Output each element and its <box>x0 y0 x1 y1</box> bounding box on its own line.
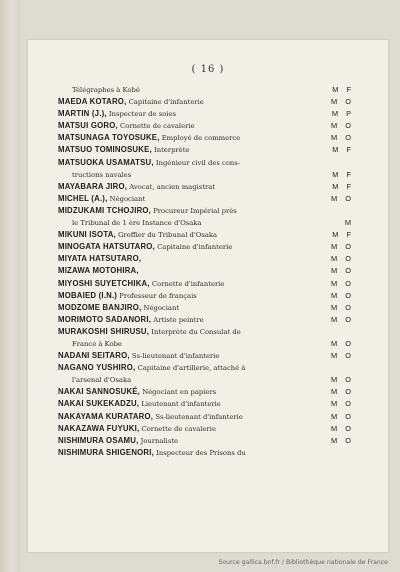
list-item <box>58 350 354 362</box>
member-name: MATSUOKA USAMATSU, <box>58 157 154 167</box>
member-name: MINOGATA HATSUTARO, <box>58 242 155 252</box>
member-name: NAKAYAMA KURATARO, <box>58 411 154 421</box>
member-name: MODZOME BANJIRO, <box>58 302 142 312</box>
list-item <box>58 435 354 447</box>
member-code: M O <box>331 278 354 288</box>
list-item <box>58 241 354 253</box>
list-item <box>58 253 354 265</box>
list-item <box>58 362 354 374</box>
member-name: MARTIN (J.), <box>58 109 107 119</box>
member-code: M O <box>331 411 354 421</box>
member-name: NAKAI SANNOSUKÉ, <box>58 387 141 397</box>
member-occupation: le Tribunal de 1 ère Instance d'Osaka <box>72 219 202 228</box>
list-item <box>58 229 354 241</box>
member-name: NAKAI SUKEKADZU, <box>58 399 140 409</box>
member-code: M O <box>331 254 354 264</box>
member-name: NAKAZAWA FUYUKI, <box>58 423 140 433</box>
member-occupation: Inspecteur de soies <box>106 110 176 119</box>
member-name: MIKUNI ISOTA, <box>58 230 116 240</box>
member-code: M O <box>331 338 354 348</box>
member-occupation: Ingénieur civil des cons- <box>153 158 241 167</box>
member-name: NADANI SEITARO, <box>58 351 130 361</box>
list-item-continuation <box>58 217 354 229</box>
member-code: M P <box>331 109 354 119</box>
member-name: NISHIMURA OSAMU, <box>58 435 139 445</box>
member-code: M O <box>331 351 354 361</box>
member-name: MATSUNAGA TOYOSUKE, <box>58 133 160 143</box>
member-occupation: Ss-lieutenant d'infanterie <box>129 352 220 361</box>
member-name: MATSUI GORO, <box>58 121 118 131</box>
list-item-continuation <box>58 374 354 386</box>
member-occupation: Interprète du Consulat de <box>149 327 241 336</box>
member-name: MOBAIED (I.N.) <box>58 290 118 300</box>
list-item <box>58 386 354 398</box>
member-name: MIYOSHI SUYETCHIKA, <box>58 278 150 288</box>
member-name: MAYABARA JIRO, <box>58 181 128 191</box>
list-item <box>58 423 354 435</box>
member-occupation: Cornette de cavalerie <box>117 122 195 131</box>
member-code: M <box>344 218 354 228</box>
member-occupation: Artiste peintre <box>151 315 204 324</box>
member-name: MIZAWA MOTOHIRA, <box>58 266 139 276</box>
list-item <box>58 398 354 410</box>
list-item <box>58 314 354 326</box>
list-item <box>58 132 354 144</box>
member-name: MAEDA KOTARO, <box>58 97 127 107</box>
member-name: MURAKOSHI SHIRUSU, <box>58 326 150 336</box>
member-occupation: tructions navales <box>72 170 132 179</box>
member-code: M F <box>332 230 354 240</box>
member-name: MATSUO TOMINOSUKE, <box>58 145 152 155</box>
member-occupation: Capitaine d'infanterie <box>126 98 204 107</box>
member-occupation: Professeur de français <box>117 291 197 300</box>
list-item-continuation <box>58 84 354 96</box>
member-code: M O <box>331 423 354 433</box>
list-item <box>58 181 354 193</box>
member-occupation: Procureur Impérial près <box>151 206 237 215</box>
list-item <box>58 157 354 169</box>
member-code: M O <box>331 399 354 409</box>
list-item-continuation <box>58 169 354 181</box>
member-code: M O <box>331 314 354 324</box>
member-occupation: l'arsenal d'Osaka <box>72 376 132 385</box>
member-code: M O <box>331 133 354 143</box>
member-occupation: Cornette d'infanterie <box>149 279 225 288</box>
member-code: M O <box>331 97 354 107</box>
member-occupation: Inspecteur des Prisons du <box>153 448 246 457</box>
member-occupation: Journaliste <box>138 436 179 445</box>
list-item <box>58 326 354 338</box>
member-name: NISHIMURA SHIGENORI, <box>58 447 154 457</box>
member-occupation: Négociant <box>107 194 146 203</box>
member-occupation: Cornette de cavalerie <box>139 424 216 433</box>
member-name: NAGANO YUSHIRO, <box>58 363 136 373</box>
member-occupation: Négociant en papiers <box>140 388 217 397</box>
member-occupation: Avocat, ancien magistrat <box>127 182 215 191</box>
list-item <box>58 447 354 459</box>
member-code: M O <box>331 435 354 445</box>
member-name: MICHEL (A.), <box>58 193 108 203</box>
member-occupation: Ss-lieutenant d'infanterie <box>153 412 243 421</box>
member-code: M O <box>331 121 354 131</box>
list-item <box>58 108 354 120</box>
source-credit: Source gallica.bnf.fr / Bibliothèque nationale de France <box>218 559 388 566</box>
member-occupation: Capitaine d'infanterie <box>154 243 233 252</box>
list-item <box>58 290 354 302</box>
member-occupation: Lieutenant d'infanterie <box>139 400 221 409</box>
member-occupation: Interprète <box>151 146 190 155</box>
list-item <box>58 265 354 277</box>
member-code: M F <box>332 145 354 155</box>
document-page <box>28 40 388 552</box>
list-item-continuation <box>58 338 354 350</box>
member-code: M O <box>331 266 354 276</box>
member-name: MORIMOTO SADANORI, <box>58 314 152 324</box>
member-occupation: Greffier du Tribunal d'Osaka <box>115 231 218 240</box>
page-number: ( 16 ) <box>191 64 225 75</box>
member-code: M O <box>331 387 354 397</box>
member-code: M F <box>332 169 354 179</box>
member-occupation: Télégraphes à Kobé <box>72 86 140 94</box>
member-code: M O <box>331 375 354 385</box>
list-item <box>58 411 354 423</box>
list-item <box>58 96 354 108</box>
member-code: M F <box>332 85 354 94</box>
list-item <box>58 205 354 217</box>
list-item <box>58 302 354 314</box>
member-name: MIYATA HATSUTARO, <box>58 254 142 264</box>
list-item <box>58 120 354 132</box>
member-code: M O <box>331 290 354 300</box>
member-code: M O <box>331 302 354 312</box>
member-code: M F <box>332 181 354 191</box>
member-list <box>58 84 354 459</box>
member-occupation: Employé de commerce <box>159 134 241 143</box>
member-occupation: Négociant <box>141 303 180 312</box>
member-code: M O <box>331 193 354 203</box>
member-code: M O <box>331 242 354 252</box>
list-item <box>58 193 354 205</box>
list-item <box>58 144 354 156</box>
list-item <box>58 278 354 290</box>
member-name: MIDZUKAMI TCHOJIRO, <box>58 205 152 215</box>
book-binding <box>0 0 20 572</box>
member-occupation: France à Kobe <box>72 339 122 348</box>
member-occupation: Capitaine d'artillerie, attaché à <box>135 364 246 373</box>
